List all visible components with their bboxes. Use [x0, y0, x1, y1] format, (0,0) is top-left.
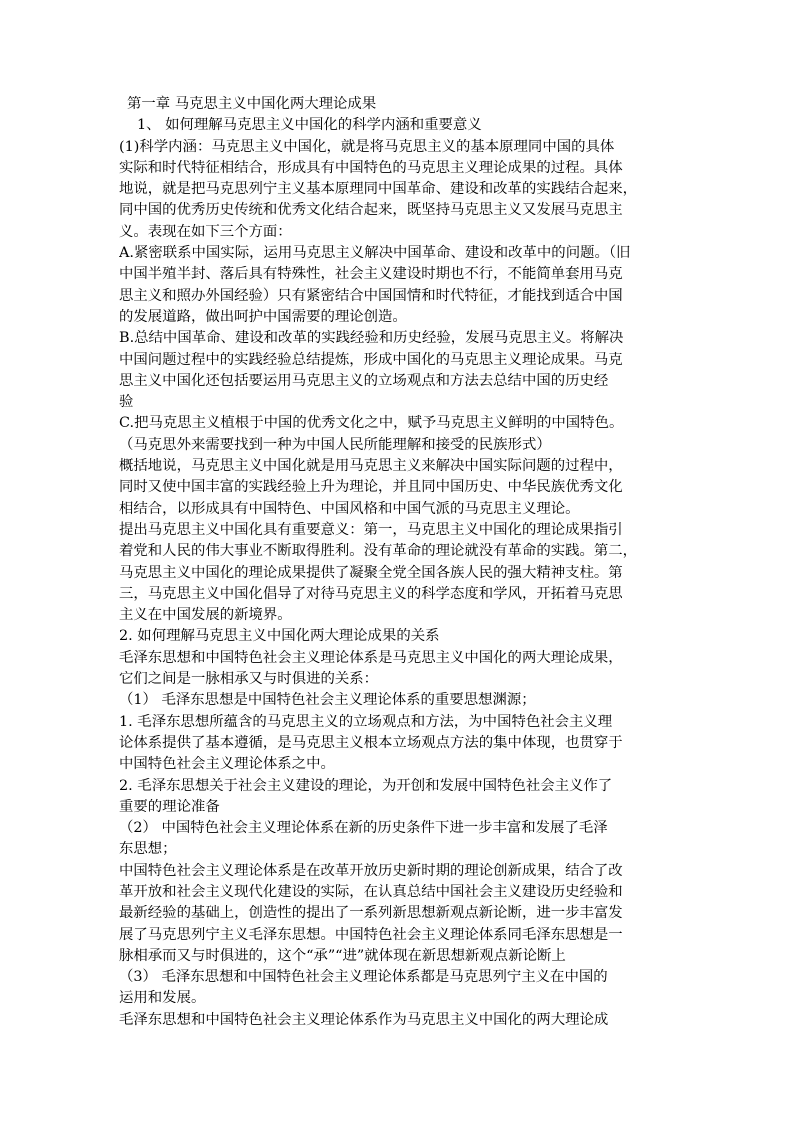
body-line: 同中国的优秀历史传统和优秀文化结合起来，既坚持马克思主义又发展马克思主 — [119, 202, 623, 219]
body-line: 运用和发展。 — [119, 990, 206, 1007]
body-line: 中国半殖半封、落后具有特殊性，社会主义建设时期也不行，不能简单套用马克 — [119, 266, 623, 283]
body-line: 中国问题过程中的实践经验总结提炼，形成中国化的马克思主义理论成果。马克 — [119, 351, 623, 368]
body-line: 义。表现在如下三个方面： — [119, 223, 292, 240]
body-line: 展了马克思列宁主义毛泽东思想。中国特色社会主义理论体系同毛泽东思想是一 — [119, 926, 623, 943]
body-line: B.总结中国革命、建设和改革的实践经验和历史经验，发展马克思主义。将解决 — [119, 330, 624, 347]
body-line: 革开放和社会主义现代化建设的实际，在认真总结中国社会主义建设历史经验和 — [119, 883, 623, 900]
body-line: 三，马克思主义中国化倡导了对待马克思主义的科学态度和学风，开拓着马克思 — [119, 585, 623, 602]
document-page — [119, 94, 679, 1031]
body-line: 论体系提供了基本遵循，是马克思主义根本立场观点方法的集中体现，也贯穿于 — [119, 734, 623, 751]
body-line: 东思想； — [119, 841, 177, 858]
body-line: （1） 毛泽东思想是中国特色社会主义理论体系的重要思想渊源； — [119, 692, 536, 709]
section-heading: 1、 如何理解马克思主义中国化的科学内涵和重要意义 — [137, 117, 482, 134]
body-line: 思主义中国化还包括要运用马克思主义的立场观点和方法去总结中国的历史经 — [119, 372, 609, 389]
body-line: （3） 毛泽东思想和中国特色社会主义理论体系都是马克思列宁主义在中国的 — [119, 969, 608, 986]
body-line: 中国特色社会主义理论体系是在改革开放历史新时期的理论创新成果，结合了改 — [119, 862, 623, 879]
body-line: 相结合，以形成具有中国特色、中国风格和中国气派的马克思主义理论。 — [119, 500, 580, 517]
body-line: 2. 毛泽东思想关于社会主义建设的理论，为开创和发展中国特色社会主义作了 — [119, 777, 613, 794]
body-line: 毛泽东思想和中国特色社会主义理论体系作为马克思主义中国化的两大理论成 — [119, 1011, 609, 1028]
body-line: （马克思外来需要找到一种为中国人民所能理解和接受的民族形式） — [119, 436, 551, 453]
body-line: 脉相承而又与时俱进的，这个“承”“进”就体现在新思想新观点新论断上 — [119, 947, 566, 964]
body-line: A.紧密联系中国实际，运用马克思主义解决中国革命、建设和改革中的问题。（旧 — [119, 245, 631, 262]
body-line: （2） 中国特色社会主义理论体系在新的历史条件下进一步丰富和发展了毛泽 — [119, 820, 608, 837]
body-line: (1)科学内涵：马克思主义中国化，就是将马克思主义的基本原理同中国的具体 — [119, 138, 615, 155]
document-body — [119, 115, 679, 1031]
body-line: 验 — [119, 394, 134, 411]
body-line: C.把马克思主义植根于中国的优秀文化之中，赋予马克思主义鲜明的中国特色。 — [119, 415, 624, 432]
body-line: 的发展道路，做出呵护中国需要的理论创造。 — [119, 308, 407, 325]
body-line: 同时又使中国丰富的实践经验上升为理论，并且同中国历史、中华民族优秀文化 — [119, 479, 623, 496]
body-line: 2. 如何理解马克思主义中国化两大理论成果的关系 — [119, 628, 440, 645]
body-line: 实际和时代特征相结合，形成具有中国特色的马克思主义理论成果的过程。具体 — [119, 159, 623, 176]
body-line: 提出马克思主义中国化具有重要意义：第一，马克思主义中国化的理论成果指引 — [119, 521, 623, 538]
body-line: 主义在中国发展的新境界。 — [119, 607, 292, 624]
body-line: 重要的理论准备 — [119, 798, 220, 815]
chapter-title: 第一章 马克思主义中国化两大理论成果 — [127, 96, 377, 112]
body-line: 思主义和照办外国经验）只有紧密结合中国国情和时代特征，才能找到适合中国 — [119, 287, 623, 304]
body-line: 毛泽东思想和中国特色社会主义理论体系是马克思主义中国化的两大理论成果， — [119, 649, 623, 666]
body-line: 最新经验的基础上，创造性的提出了一系列新思想新观点新论断，进一步丰富发 — [119, 905, 623, 922]
body-line: 马克思主义中国化的理论成果提供了凝聚全党全国各族人民的强大精神支柱。第 — [119, 564, 623, 581]
body-line: 1. 毛泽东思想所蕴含的马克思主义的立场观点和方法，为中国特色社会主义理 — [119, 713, 613, 730]
body-line: 地说，就是把马克思列宁主义基本原理同中国革命、建设和改革的实践结合起来， — [119, 181, 638, 198]
body-line: 着党和人民的伟大事业不断取得胜利。没有革命的理论就没有革命的实践。第二， — [119, 543, 638, 560]
body-line: 中国特色社会主义理论体系之中。 — [119, 756, 335, 773]
body-line: 概括地说，马克思主义中国化就是用马克思主义来解决中国实际问题的过程中， — [119, 458, 623, 475]
body-line: 它们之间是一脉相承又与时俱进的关系： — [119, 671, 379, 688]
